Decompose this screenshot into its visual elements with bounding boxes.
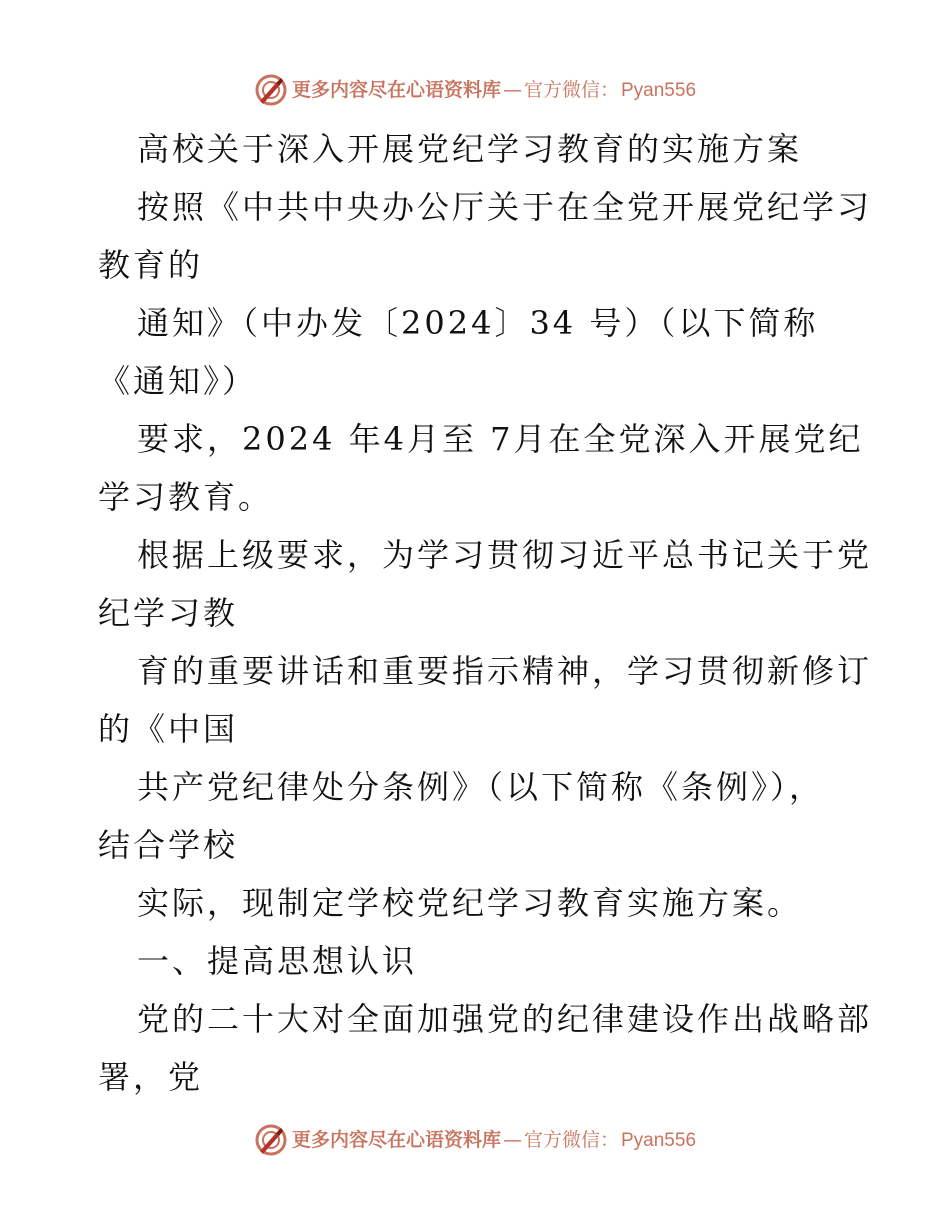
document-line: 按照《中共中央办公厅关于在全党开展党纪学习 (137, 188, 873, 226)
watermark-banner (254, 1123, 696, 1157)
watermark-dash: — (502, 1128, 522, 1151)
document-line: 纪学习教 (98, 594, 239, 632)
document-title: 高校关于深入开展党纪学习教育的实施方案 (137, 130, 803, 168)
watermark-wechat-id: Pyan556 (621, 79, 697, 101)
document-line: 署，党 (98, 1058, 204, 1096)
document-line: 党的二十大对全面加强党的纪律建设作出战略部 (137, 1000, 873, 1038)
document-line: 《通知》） (98, 362, 258, 400)
footer-watermark (0, 1120, 950, 1160)
document-line: 要求，2024 年4月至 7月在全党深入开展党纪 (137, 420, 864, 458)
document-line: 共产党纪律处分条例》（以下简称《条例》）， (137, 768, 825, 806)
document-line: 结合学校 (98, 826, 239, 864)
document-line: 的《中国 (98, 710, 239, 748)
watermark-label: 官方微信： (523, 78, 619, 101)
watermark-dash: — (502, 78, 522, 101)
document-line: 学习教育。 (98, 478, 274, 516)
document-line: 教育的 (98, 246, 204, 284)
watermark-label: 官方微信： (523, 1128, 619, 1151)
section-heading: 一、提高思想认识 (137, 942, 418, 980)
document-line: 育的重要讲话和重要指示精神，学习贯彻新修订 (137, 652, 873, 690)
pen-circle-logo-icon (254, 1123, 288, 1157)
pen-circle-logo-icon (254, 73, 288, 107)
watermark-wechat-id: Pyan556 (621, 1129, 697, 1151)
watermark-brand: 更多内容尽在心语资料库 (291, 78, 501, 101)
header-watermark (0, 70, 950, 110)
document-line: 实际，现制定学校党纪学习教育实施方案。 (137, 884, 803, 922)
document-line: 通知》（中办发〔2024〕34 号）（以下简称 (137, 304, 819, 342)
document-line: 根据上级要求，为学习贯彻习近平总书记关于党 (137, 536, 873, 574)
watermark-banner (254, 73, 696, 107)
watermark-brand: 更多内容尽在心语资料库 (291, 1128, 501, 1151)
